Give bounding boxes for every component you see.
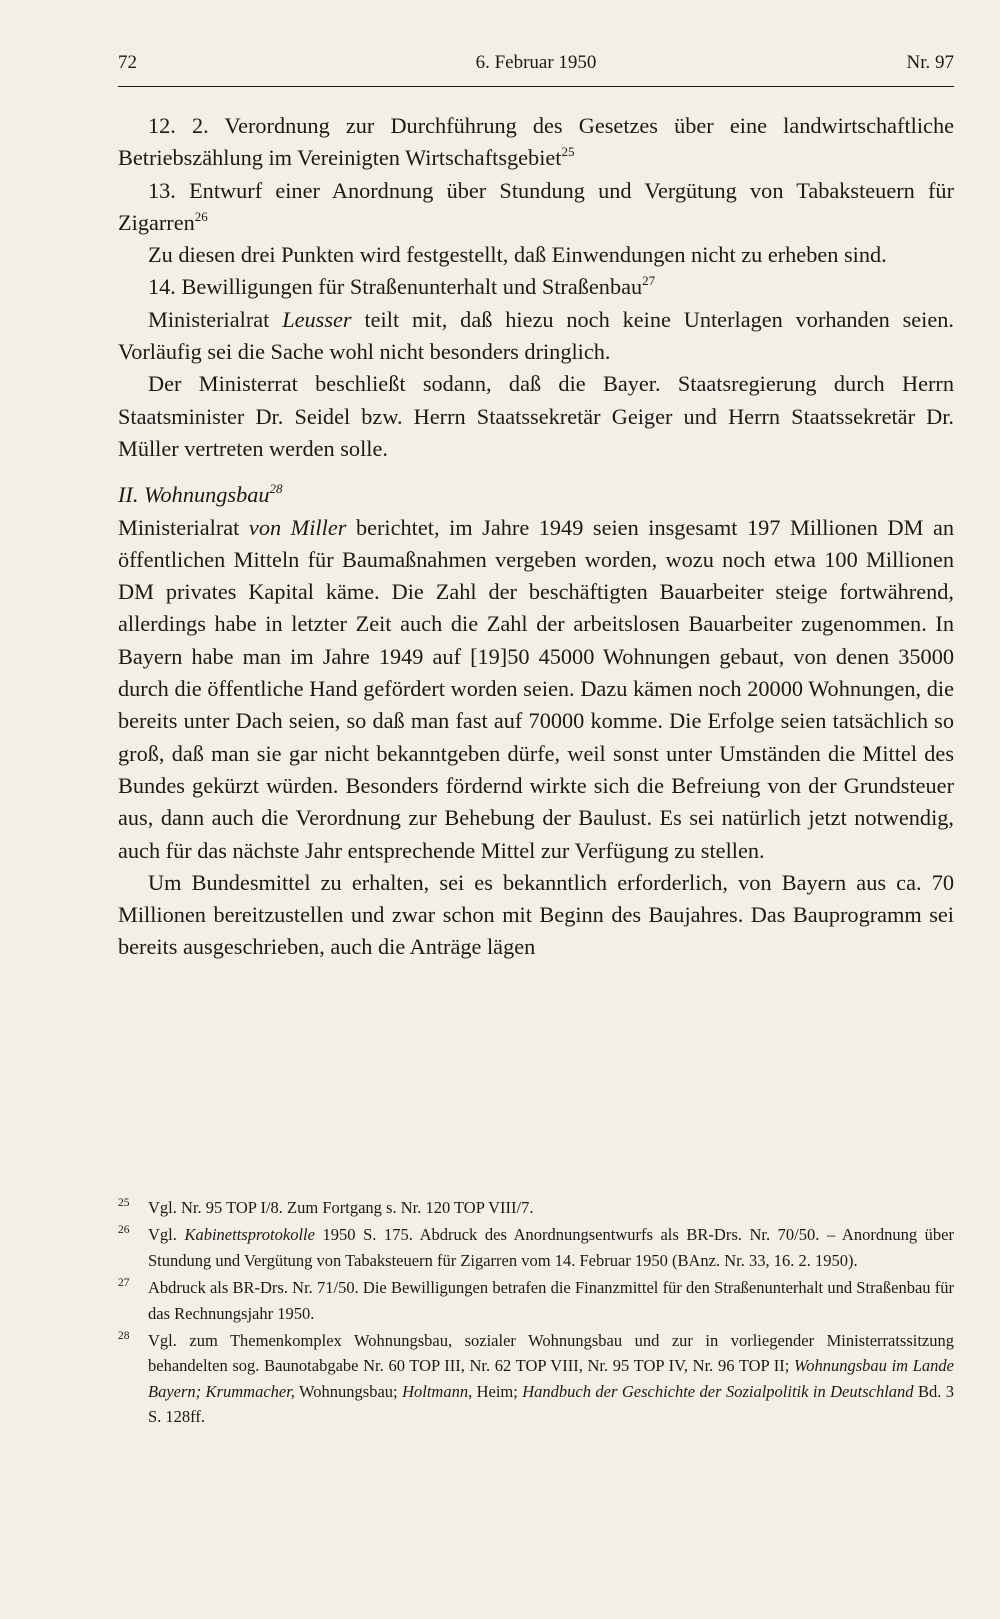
footnote-25: 25 Vgl. Nr. 95 TOP I/8. Zum Fortgang s. Nr. 120 TOP VIII/7. xyxy=(118,1195,954,1220)
agenda-item-14: 14. Bewilligungen für Straßenunterhalt und Straßenbau$^{27}$ xyxy=(148,273,656,300)
footnote-26: 26 Vgl. Kabinettsprotokolle 1950 S. 175. Abdruck des Anordnungsentwurfs als BR-Drs. Nr. 70/50. – Anordnung über Stundung und Vergütung von Tabaksteuern für Zigarren vom 14. Februar 1950 (BAnz. Nr. 33, 16. 2. 1950). xyxy=(118,1222,954,1273)
document-number: Nr. 97 xyxy=(906,52,954,73)
footnote-27: 27 Abdruck als BR-Drs. Nr. 71/50. Die Bewilligungen betrafen die Finanzmittel für den Straßenunterhalt und Straßenbau für das Rechnungsjahr 1950. xyxy=(118,1275,954,1326)
leusser-paragraph: Ministerialrat Leusser teilt mit, daß hiezu noch keine Unterlagen vorhanden seien. Vorläufig sei die Sache wohl nicht besonders dringlich. xyxy=(118,306,954,365)
ministerrat-paragraph: Der Ministerrat beschließt sodann, daß die Bayer. Staatsregierung durch Herrn Staatsminister Dr. Seidel bzw. Herrn Staatssekretär Geiger und Herrn Staatssekretär Dr. Müller vertreten werden solle. xyxy=(118,371,954,461)
bundesmittel-paragraph: Um Bundesmittel zu erhalten, sei es bekanntlich erforderlich, von Bayern aus ca. 70 Millionen bereitzustellen und zwar schon mit Beginn des Baujahres. Das Bauprogramm sei bereits ausgeschrieben, auch die Anträge lägen xyxy=(118,869,954,960)
person-name-leusser: Leusser xyxy=(282,306,352,332)
footnotes xyxy=(118,1195,954,1432)
footnote-ref-26: 26 xyxy=(194,208,208,224)
agenda-item-13: 13. Entwurf einer Anordnung über Stundung und Vergütung von Tabaksteuern für Zigarren$^{26}$ xyxy=(118,177,954,235)
miller-paragraph: Ministerialrat von Miller berichtet, im Jahre 1949 seien insgesamt 197 Millionen DM an öffentlichen Mitteln für Baumaßnahmen vergeben worden, wozu noch etwa 100 Millionen DM privates Kapital käme. Die Zahl der beschäftigten Bauarbeiter steige fortwährend, allerdings habe in letzter Zeit auch die Zahl der arbeitslosen Bauarbeiter zugenommen. In Bayern habe man im Jahre 1949 auf [19]50 45000 Wohnungen gebaut, von denen 35000 durch die öffentliche Hand gefördert worden seien. Dazu kämen noch 20000 Wohnungen, die bereits unter Dach seien, so daß man fast auf 70000 komme. Die Erfolge seien tatsächlich so groß, daß man sie gar nicht bekanntgeben dürfe, weil sonst unter Umständen die Mittel des Bundes gekürzt würden. Besonders fördernd wirkte sich die Befreiung von der Grundsteuer aus, dann auch die Verordnung zur Behebung der Baulust. Es sei natürlich jetzt notwendig, auch für das nächste Jahr entsprechende Mittel zur Verfügung zu stellen. xyxy=(118,514,955,863)
footnote-number: 27 xyxy=(118,1277,130,1290)
footnote-ref-25: 25 xyxy=(561,144,575,160)
agenda-item-12-2: 12. 2. Verordnung zur Durchführung des Gesetzes über eine landwirtschaftliche Betriebszählung im Vereinigten Wirtschaftsgebiet$^{25}$ xyxy=(118,113,954,171)
header-date: 6. Februar 1950 xyxy=(475,52,597,73)
footnote-number: 25 xyxy=(118,1197,130,1209)
person-name-miller: von Miller xyxy=(248,514,347,540)
running-header xyxy=(118,50,954,87)
footnote-ref-27: 27 xyxy=(642,273,656,289)
page-number: 72 xyxy=(118,52,137,73)
footnote-number: 28 xyxy=(118,1330,130,1343)
footnote-28: 28 Vgl. zum Themenkomplex Wohnungsbau, sozialer Wohnungsbau und zur in vorliegender Ministerratssitzung behandelten sog. Baunotabgabe Nr. 60 TOP III, Nr. 62 TOP VIII, Nr. 95 TOP IV, Nr. 96 TOP II; Wohnungsbau im Lande Bayern; Krummacher, Wohnungsbau; Holtmann, Heim; Handbuch der Geschichte der Sozialpolitik in Deutschland Bd. 3 S. 128ff. xyxy=(118,1328,954,1430)
decision-paragraph: Zu diesen drei Punkten wird festgestellt, daß Einwendungen nicht zu erheben sind. xyxy=(148,242,887,268)
main-text xyxy=(118,110,954,964)
footnote-ref-28: 28 xyxy=(269,481,283,497)
section-heading: II. Wohnungsbau$^{28}$ xyxy=(118,481,283,508)
footnote-number: 26 xyxy=(118,1224,130,1237)
